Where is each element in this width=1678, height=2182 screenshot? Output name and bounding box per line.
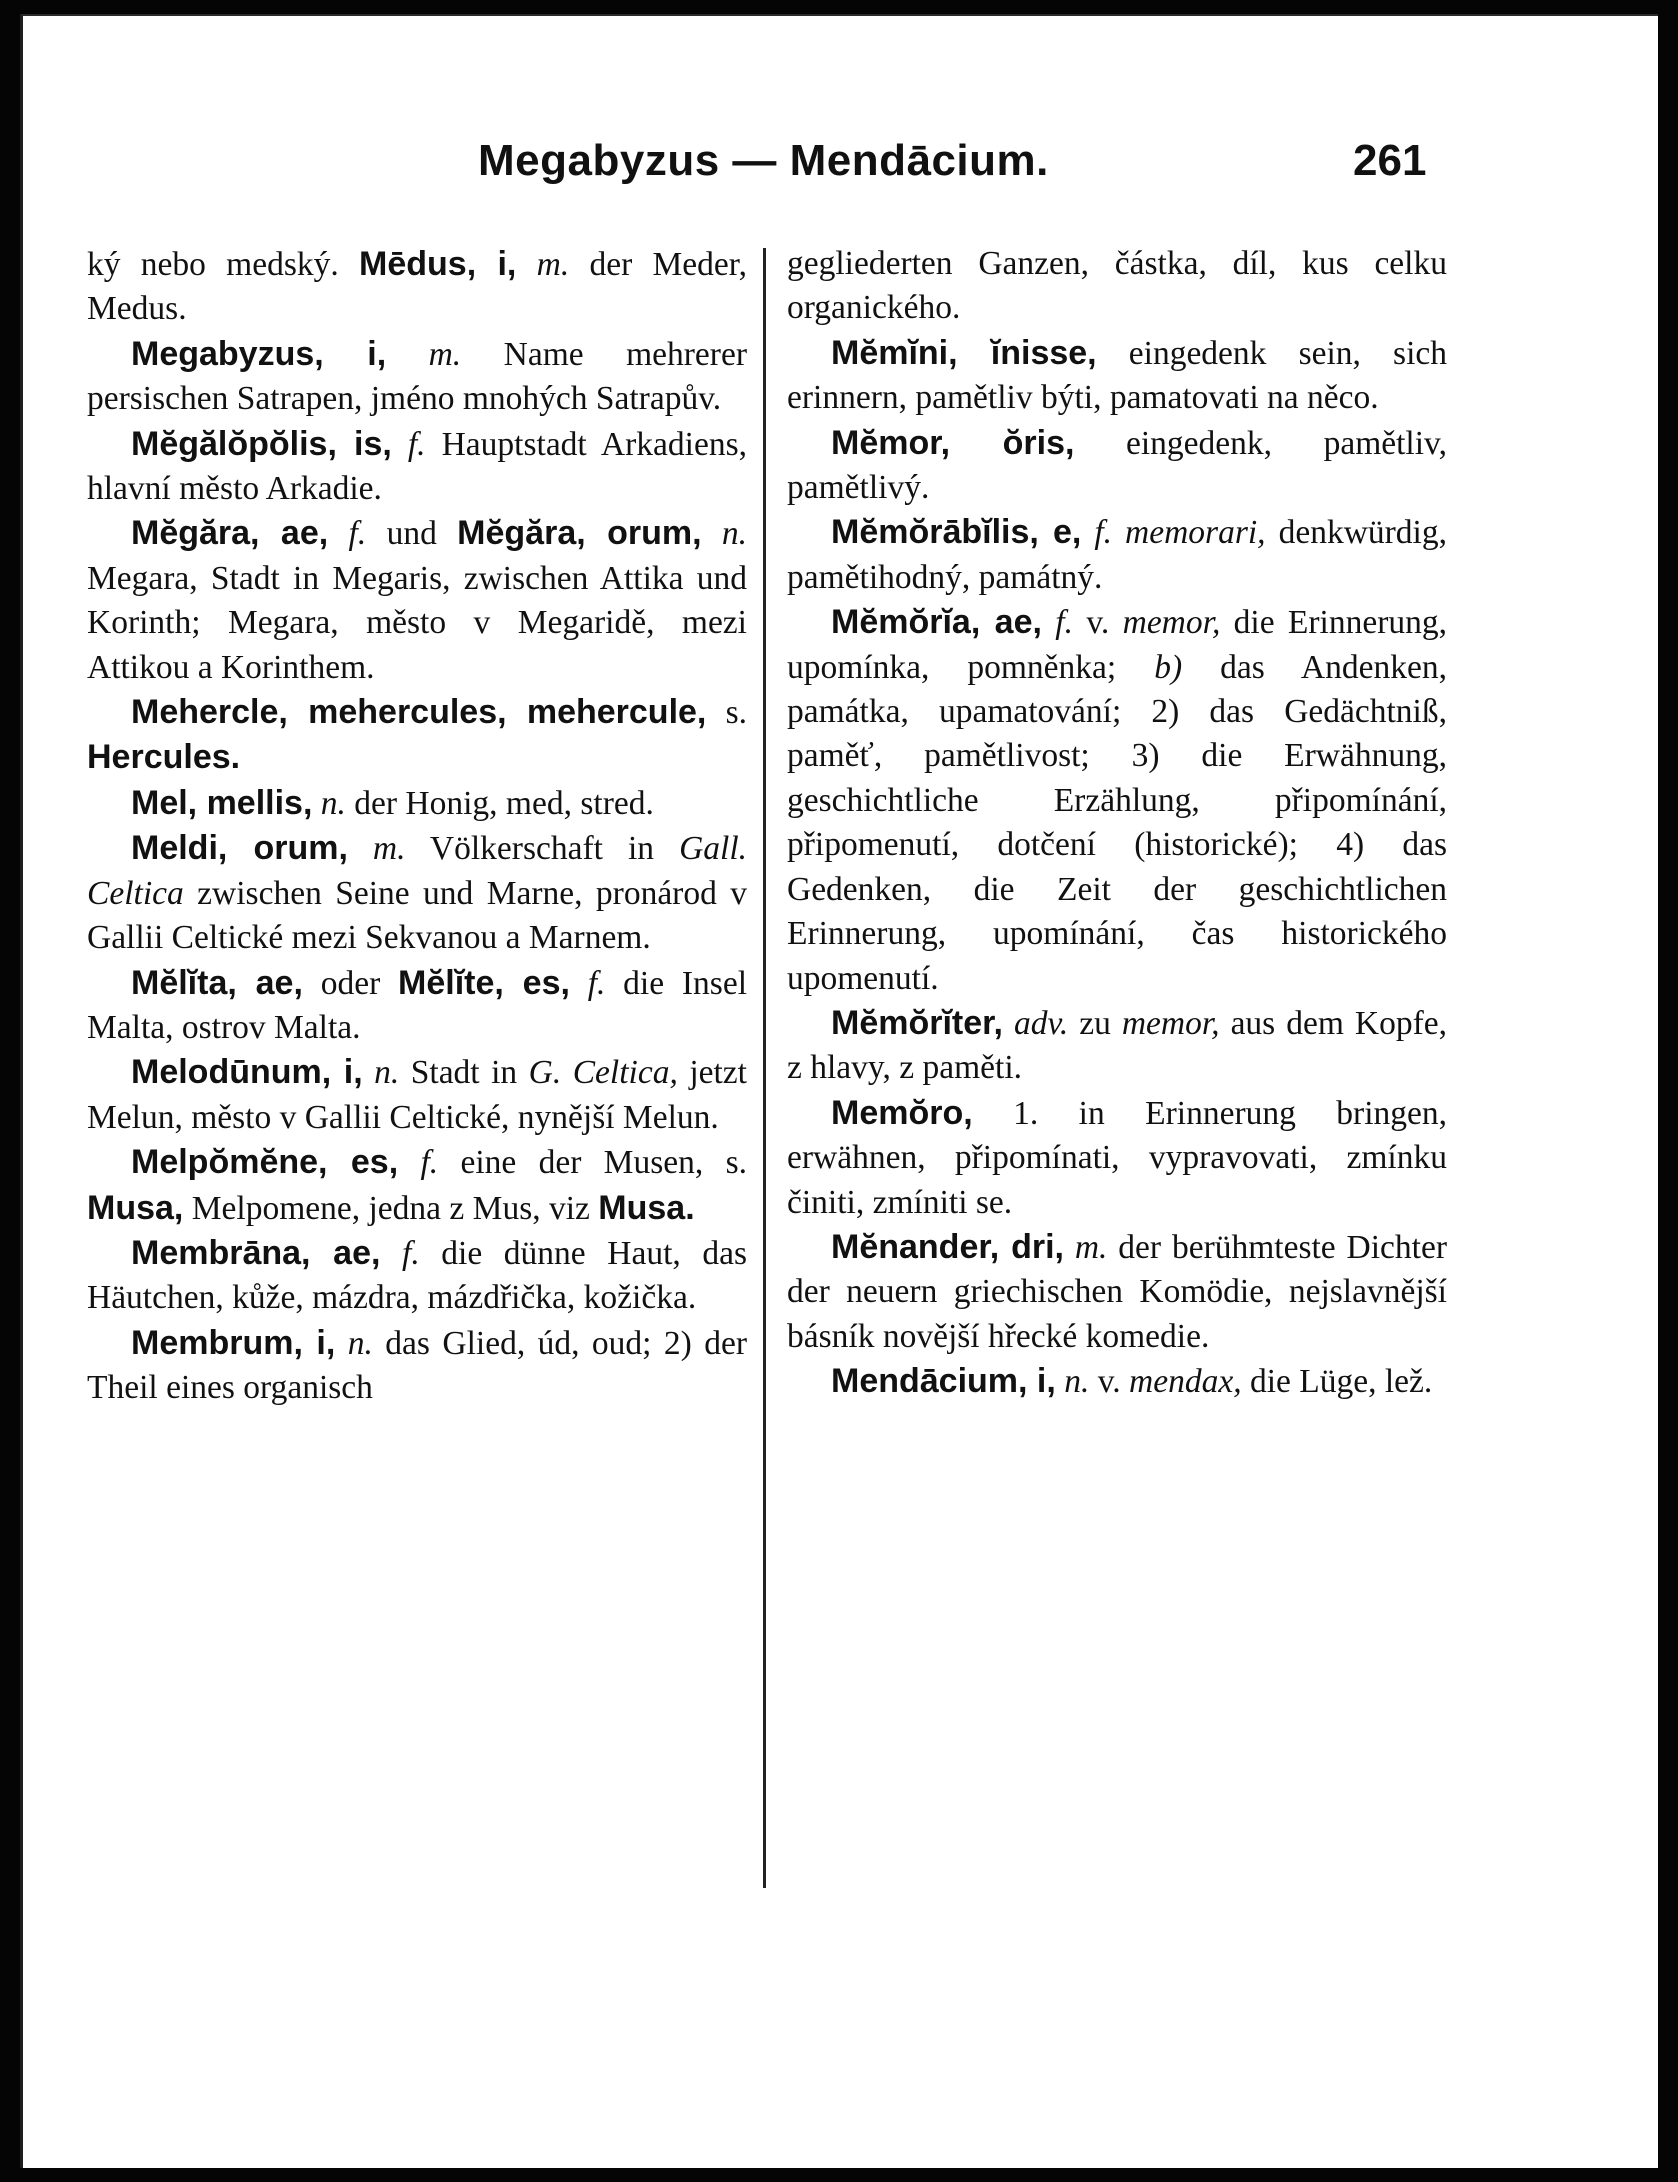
entry-text: die dünne Haut, das Häutchen, kůže, mázdra, mázdřička, kožička.: [87, 1234, 747, 1317]
grammar-label: b): [1154, 648, 1183, 686]
headword: Mĕmor, ŏris,: [831, 423, 1075, 462]
headword: Mĕmŏrĭter,: [831, 1003, 1003, 1042]
headword: Meldi, orum,: [131, 829, 348, 868]
grammar-label: m.: [1064, 1228, 1108, 1266]
dictionary-page: [20, 14, 1658, 2168]
dictionary-entry: [87, 422, 747, 512]
entry-text: [1003, 1005, 1014, 1042]
grammar-label: memor,: [1121, 1004, 1220, 1042]
headword: Megabyzus, i,: [131, 334, 387, 373]
entry-text: Melpomene, jedna z Mus, viz: [183, 1189, 599, 1227]
headword: Mĕmŏrābĭlis, e,: [831, 513, 1082, 552]
entry-text: das Andenken, památka, upamatování; 2) das Gedächtniß, paměť, pamětlivost; 3) die Erwähnung, geschichtliche Erzählung, připomínání, připomenutí, dotčení (historické); 4) das Gedenken, die Zeit der geschichtlichen Erinnerung, upomínání, čas historického upomenutí.: [787, 648, 1447, 997]
dictionary-entry: [787, 600, 1447, 1001]
headword: Melodūnum, i,: [131, 1053, 363, 1092]
entry-text: gegliederten Ganzen, částka, díl, kus celku organického.: [787, 245, 1447, 327]
headword: Mĕnander, dri,: [831, 1227, 1064, 1266]
dictionary-entry: [787, 1091, 1447, 1225]
headword: Mĕgăra, orum,: [457, 514, 702, 553]
dictionary-entry: [87, 826, 747, 960]
grammar-label: f.: [391, 425, 426, 463]
grammar-label: n.: [701, 515, 748, 553]
page-number: 261: [1353, 136, 1427, 185]
grammar-label: f.: [328, 515, 367, 553]
dictionary-entry: [87, 690, 747, 781]
left-column: [87, 242, 747, 1411]
headword: Mehercle, mehercules, mehercule,: [131, 693, 707, 732]
headword: Mendācium, i,: [831, 1362, 1056, 1401]
entry-text: Megara, Stadt in Megaris, zwischen Attika und Korinth; Megara, město v Megaridě, mezi Attikou a Korinthem.: [87, 559, 747, 686]
entry-text: aus dem Kopfe, z hlavy, z paměti.: [787, 1004, 1447, 1087]
headword: Mĕgăra, ae,: [131, 514, 329, 553]
entry-text: oder: [302, 964, 399, 1002]
entry-text: der berühmteste Dichter der neuern griechischen Komödie, nejslavnější básník novější hřecké komedie.: [787, 1228, 1447, 1355]
grammar-label: mendax,: [1129, 1363, 1242, 1401]
grammar-label: f.: [569, 964, 606, 1002]
headword: Mel, mellis,: [131, 783, 313, 822]
entry-text: das Glied, úd, oud; 2) der Theil eines organisch: [87, 1324, 748, 1407]
entry-text: der Meder, Medus.: [87, 246, 747, 328]
headword: Mĕmĭni, ĭnisse,: [831, 333, 1097, 372]
grammar-label: f.: [1041, 604, 1073, 642]
grammar-label: n.: [362, 1054, 400, 1092]
dictionary-entry: [787, 331, 1447, 421]
dictionary-entry: [87, 781, 747, 826]
dictionary-entry: [87, 242, 747, 332]
headword: Membrum, i,: [131, 1323, 336, 1362]
entry-text: Völkerschaft in: [405, 830, 680, 868]
grammar-label: f.: [398, 1144, 439, 1182]
dictionary-entry: [787, 510, 1447, 600]
entry-text: zwischen Seine und Marne, pronárod v Gallii Celtické mezi Sekvanou a Marnem.: [87, 874, 747, 957]
entry-text: Hauptstadt Arkadiens, hlavní město Arkadie.: [87, 425, 747, 508]
dictionary-entry: [87, 1140, 747, 1231]
headword: Musa,: [87, 1188, 184, 1227]
grammar-label: m.: [347, 830, 406, 868]
headword: Melpŏmĕne, es,: [131, 1143, 399, 1182]
entry-text: v.: [1089, 1363, 1130, 1401]
headword: Mĕgălŏpŏlis, is,: [131, 424, 392, 463]
dictionary-entry: [787, 1001, 1447, 1091]
grammar-label: m.: [516, 246, 570, 283]
headword: Mĕlĭte, es,: [398, 963, 570, 1002]
entry-text: der Honig, med, stred.: [345, 784, 654, 822]
grammar-label: n.: [1055, 1363, 1090, 1401]
dictionary-entry: [787, 1225, 1447, 1359]
grammar-label: n.: [312, 784, 346, 822]
headword: Mĕmŏrĭa, ae,: [831, 603, 1042, 642]
headword: Musa.: [598, 1188, 695, 1227]
entry-text: die Lüge, lež.: [1241, 1363, 1433, 1401]
entry-text: eingedenk sein, sich erinnern, pamětliv býti, pamatovati na něco.: [787, 334, 1448, 417]
entry-text: zu: [1068, 1004, 1122, 1042]
entry-text: jetzt Melun, město v Gallii Celtické, nynější Melun.: [87, 1054, 747, 1136]
grammar-label: adv.: [1013, 1004, 1069, 1042]
entry-text: Name mehrerer persischen Satrapen, jméno mnohých Satrapův.: [87, 335, 747, 418]
dictionary-entry: [787, 242, 1447, 331]
dictionary-entry: [87, 1231, 747, 1321]
grammar-label: G. Celtica,: [528, 1054, 678, 1092]
entry-text: und: [366, 515, 458, 553]
dictionary-entry: [87, 961, 747, 1051]
entry-text: eingedenk, pamětliv, pamětlivý.: [787, 424, 1447, 507]
page-title: Megabyzus — Mendācium.: [478, 136, 1049, 185]
grammar-label: f.: [380, 1234, 420, 1272]
column-divider: [763, 248, 766, 1888]
entry-text: denkwürdig, pamětihodný, památný.: [787, 514, 1447, 596]
entry-text: [1112, 514, 1125, 551]
grammar-label: memor,: [1122, 604, 1221, 642]
dictionary-entry: [787, 1359, 1447, 1404]
dictionary-entry: [87, 1321, 747, 1411]
entry-text: s.: [706, 694, 747, 732]
dictionary-entry: [87, 511, 747, 690]
dictionary-entry: [87, 1050, 747, 1140]
running-head: [23, 136, 1658, 196]
grammar-label: n.: [335, 1324, 373, 1362]
entry-text: 1. in Erinnerung bringen, erwähnen, připomínati, vypravovati, zmínku činiti, zmíniti se.: [787, 1094, 1447, 1221]
grammar-label: m.: [386, 335, 462, 373]
grammar-label: memorari,: [1125, 514, 1266, 552]
dictionary-entry: [87, 332, 747, 422]
entry-text: die Insel Malta, ostrov Malta.: [87, 964, 748, 1046]
grammar-label: f.: [1081, 514, 1113, 552]
entry-text: die Erinnerung, upomínka, pomněnka;: [787, 604, 1448, 686]
headword: Mĕlĭta, ae,: [131, 963, 303, 1002]
entry-text: Stadt in: [399, 1054, 529, 1092]
entry-text: v.: [1072, 604, 1123, 642]
headword: Mēdus, i,: [359, 245, 517, 283]
entry-text: eine der Musen, s.: [438, 1144, 747, 1182]
grammar-label: Gall. Celtica: [87, 830, 747, 912]
headword: Memŏro,: [831, 1093, 973, 1132]
right-column: [787, 242, 1447, 1405]
entry-text: ký nebo medský.: [87, 246, 360, 283]
dictionary-entry: [787, 421, 1447, 511]
headword: Membrāna, ae,: [131, 1233, 381, 1272]
headword: Hercules.: [87, 738, 241, 777]
